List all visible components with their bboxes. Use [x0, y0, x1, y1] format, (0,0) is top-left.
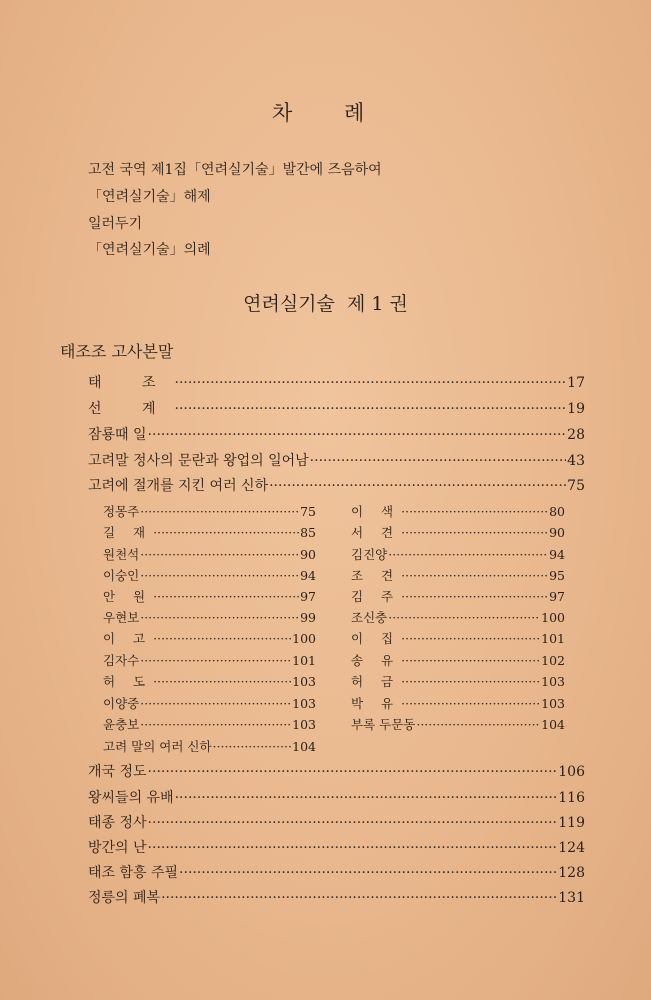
toc-entry-label: 개국 정도	[88, 764, 147, 780]
toc-subentry-page: 101	[541, 631, 565, 646]
leader-dots	[401, 653, 540, 668]
toc-entry	[88, 761, 585, 781]
leader-dots	[153, 589, 299, 604]
toc-subentry-page: 94	[300, 568, 316, 583]
toc-entry-label: 방간의 난	[88, 840, 147, 856]
leader-dots	[401, 674, 540, 689]
toc-subentry-page: 85	[300, 525, 316, 540]
leader-dots	[140, 504, 299, 519]
toc-entry-page: 106	[558, 764, 585, 780]
toc-subentry-page: 103	[541, 674, 565, 689]
toc-subentry	[351, 672, 565, 690]
leader-dots	[310, 453, 567, 469]
page-title	[0, 97, 651, 123]
toc-entry-page: 119	[558, 815, 585, 831]
toc-entry-label: 왕씨들의 유배	[88, 790, 174, 806]
toc-entry-label: 정릉의 폐복	[88, 890, 161, 906]
leader-dots	[175, 375, 567, 391]
toc-subentry-label: 이 고	[103, 631, 153, 646]
toc-subentry	[103, 566, 316, 584]
leader-dots	[140, 696, 291, 711]
toc-subentry-label: 정몽주	[103, 504, 140, 519]
toc-subentry	[103, 523, 316, 541]
leader-dots	[388, 610, 540, 625]
toc-subentry-page: 103	[292, 696, 316, 711]
toc-subentry-page: 90	[549, 525, 565, 540]
toc-subentry-label: 이양중	[103, 696, 140, 711]
toc-subentry-page: 94	[549, 547, 565, 562]
leader-dots	[401, 589, 548, 604]
toc-subentry	[351, 629, 565, 647]
toc-subentry	[103, 651, 316, 669]
toc-subentry-label: 김진양	[351, 547, 388, 562]
toc-subentry	[351, 651, 565, 669]
leader-dots	[140, 547, 299, 562]
toc-entry	[88, 450, 585, 470]
leader-dots	[153, 525, 299, 540]
toc-subentry	[103, 629, 316, 647]
toc-subentry	[103, 545, 316, 563]
toc-subentry-label: 조 견	[351, 568, 401, 583]
toc-subentry-page: 80	[549, 504, 565, 519]
leader-dots	[161, 890, 557, 906]
toc-subentry	[351, 715, 565, 733]
toc-subentry-label: 박 유	[351, 696, 401, 711]
toc-entry	[88, 398, 585, 418]
toc-subentry-page: 101	[292, 653, 316, 668]
toc-subentry	[103, 672, 316, 690]
toc-subentry	[351, 566, 565, 584]
toc-subentry-label: 조신충	[351, 610, 388, 625]
toc-subentry	[103, 737, 316, 755]
toc-subentry	[103, 502, 316, 520]
toc-entry	[88, 787, 585, 807]
toc-subentry-page: 103	[292, 717, 316, 732]
toc-entry-page: 124	[558, 840, 585, 856]
leader-dots	[401, 631, 540, 646]
toc-entry-page: 75	[567, 478, 585, 494]
leader-dots	[140, 610, 299, 625]
toc-subentry	[351, 523, 565, 541]
toc-entry	[88, 424, 585, 444]
leader-dots	[179, 865, 557, 881]
toc-entry-page: 131	[558, 890, 585, 906]
leader-dots	[148, 427, 567, 443]
toc-subentry-label: 원천석	[103, 547, 140, 562]
toc-entry-label: 태 조	[88, 375, 174, 391]
toc-subentry-label: 송 유	[351, 653, 401, 668]
toc-subentry-page: 100	[292, 631, 316, 646]
toc-subentry-label: 서 견	[351, 525, 401, 540]
volume-title: 연려실기술 제 1 권	[243, 293, 408, 315]
preface-item: 「연려실기술」해제	[88, 189, 211, 205]
toc-subentry-label: 이숭인	[103, 568, 140, 583]
toc-subentry-page: 103	[292, 674, 316, 689]
leader-dots	[140, 717, 291, 732]
toc-subentry-page: 103	[541, 696, 565, 711]
leader-dots	[140, 653, 291, 668]
leader-dots	[401, 525, 548, 540]
toc-subentry	[103, 694, 316, 712]
toc-entry-label: 고려에 절개를 지킨 여러 신하	[88, 478, 269, 494]
toc-entry	[88, 372, 585, 392]
toc-subentry-label: 윤충보	[103, 717, 140, 732]
toc-entry	[88, 837, 585, 857]
toc-entry	[88, 887, 585, 907]
toc-entry-label: 선 계	[88, 401, 174, 417]
toc-entry-label: 태종 정사	[88, 815, 147, 831]
toc-entry	[88, 862, 585, 882]
toc-subentry-label: 허 도	[103, 674, 153, 689]
toc-subentry	[103, 715, 316, 733]
toc-subentry-label: 고려 말의 여러 신하	[103, 739, 212, 754]
toc-subentry-label: 김자수	[103, 653, 140, 668]
leader-dots	[148, 840, 558, 856]
toc-subentry-page: 99	[300, 610, 316, 625]
toc-subentry	[103, 587, 316, 605]
toc-entry-page: 116	[558, 790, 585, 806]
toc-subentry-page: 97	[549, 589, 565, 604]
toc-entry-page: 28	[567, 427, 585, 443]
toc-subentry	[351, 545, 565, 563]
title-char-right: 례	[344, 101, 365, 125]
toc-subentry	[351, 502, 565, 520]
leader-dots	[213, 739, 292, 754]
toc-subentry	[351, 608, 565, 626]
toc-subentry-page: 104	[541, 717, 565, 732]
preface-item: 고전 국역 제1집「연려실기술」발간에 즈음하여	[88, 162, 382, 178]
toc-subentry-page: 90	[300, 547, 316, 562]
toc-subentry-label: 허 금	[351, 674, 401, 689]
toc-subentry-label: 안 원	[103, 589, 153, 604]
toc-entry-page: 128	[558, 865, 585, 881]
leader-dots	[401, 696, 540, 711]
toc-subentry-page: 100	[541, 610, 565, 625]
toc-entry-page: 17	[567, 375, 585, 391]
leader-dots	[140, 568, 299, 583]
toc-subentry	[103, 608, 316, 626]
toc-subentry	[351, 694, 565, 712]
leader-dots	[148, 815, 558, 831]
toc-entry-label: 고려말 정사의 문란과 왕업의 일어남	[88, 453, 309, 469]
toc-subentry-label: 우현보	[103, 610, 140, 625]
leader-dots	[388, 547, 548, 562]
leader-dots	[148, 764, 558, 780]
toc-subentry-page: 95	[549, 568, 565, 583]
leader-dots	[401, 504, 548, 519]
leader-dots	[175, 401, 567, 417]
leader-dots	[416, 717, 540, 732]
leader-dots	[269, 478, 566, 494]
title-char-left: 차	[272, 101, 293, 125]
toc-subentry-label: 부록 두문동	[351, 717, 416, 732]
toc-subentry-page: 97	[300, 589, 316, 604]
toc-subentry-page: 75	[300, 504, 316, 519]
toc-subentry	[351, 587, 565, 605]
leader-dots	[153, 674, 291, 689]
toc-entry-page: 19	[567, 401, 585, 417]
preface-item: 일러두기	[88, 216, 143, 232]
toc-subentry-label: 길 재	[103, 525, 153, 540]
toc-subentry-label: 김 주	[351, 589, 401, 604]
preface-item: 「연려실기술」의례	[88, 242, 211, 258]
toc-entry-page: 43	[567, 453, 585, 469]
toc-entry-label: 태조 함흥 주필	[88, 865, 179, 881]
leader-dots	[401, 568, 548, 583]
toc-entry	[88, 475, 585, 495]
leader-dots	[175, 790, 558, 806]
toc-subentry-label: 이 색	[351, 504, 401, 519]
toc-subentry-label: 이 집	[351, 631, 401, 646]
toc-subentry-page: 104	[292, 739, 316, 754]
leader-dots	[153, 631, 291, 646]
section-title: 태조조 고사본말	[60, 342, 174, 361]
toc-subentry-page: 102	[541, 653, 565, 668]
toc-entry	[88, 812, 585, 832]
toc-entry-label: 잠룡때 일	[88, 427, 147, 443]
